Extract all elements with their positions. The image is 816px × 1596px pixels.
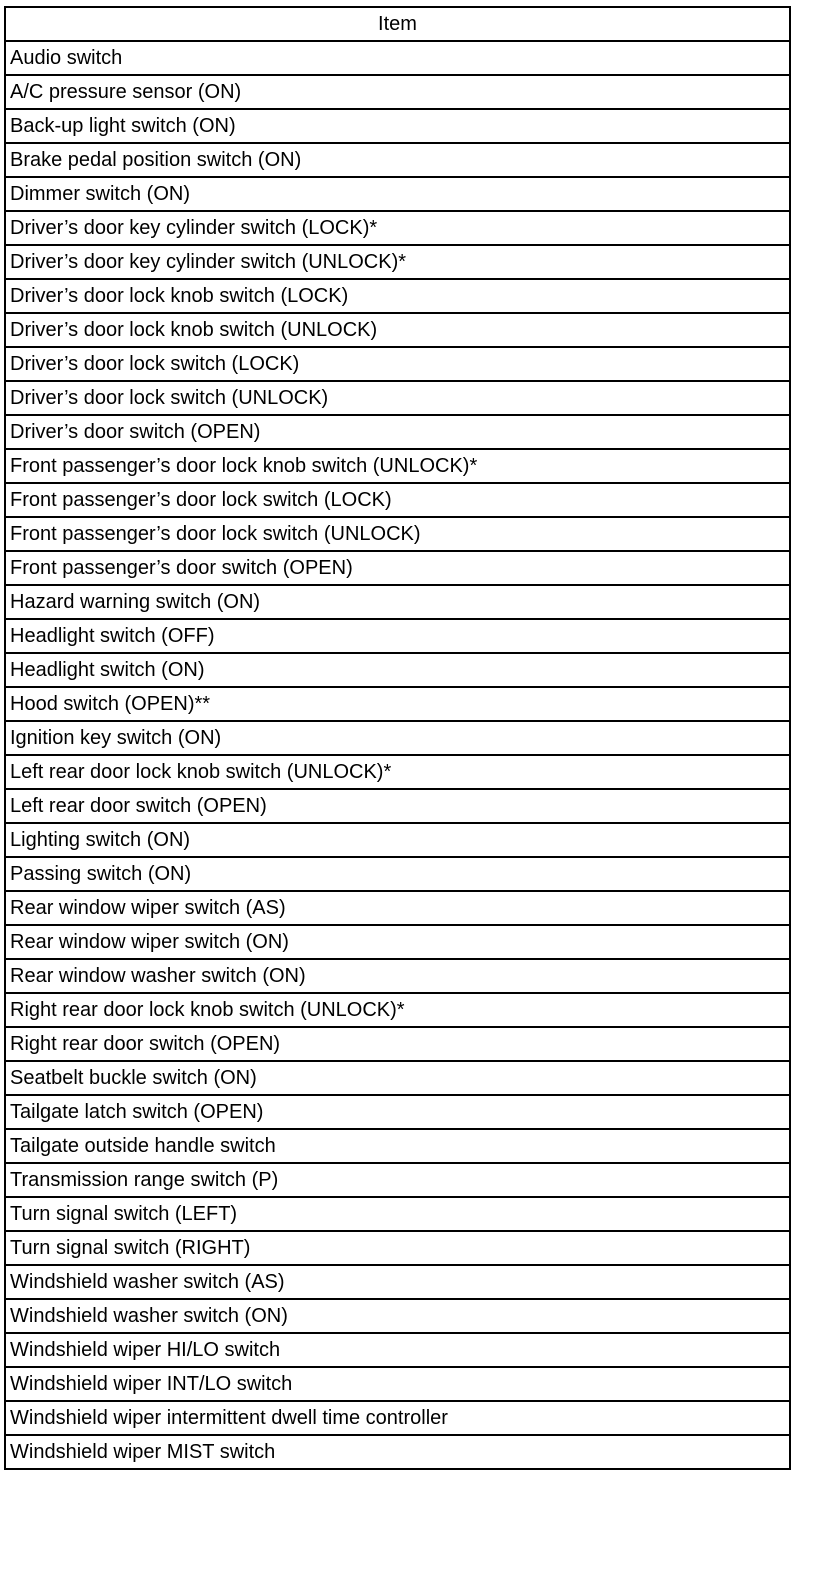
table-row <box>5 347 790 381</box>
item-cell: Left rear door lock knob switch (UNLOCK)* <box>5 755 790 789</box>
item-cell: Hazard warning switch (ON) <box>5 585 790 619</box>
item-cell: Turn signal switch (RIGHT) <box>5 1231 790 1265</box>
table-row <box>5 1197 790 1231</box>
item-cell: Windshield wiper INT/LO switch <box>5 1367 790 1401</box>
table-row <box>5 653 790 687</box>
item-cell: Dimmer switch (ON) <box>5 177 790 211</box>
table-row <box>5 1333 790 1367</box>
item-cell: Windshield wiper HI/LO switch <box>5 1333 790 1367</box>
item-cell: Front passenger’s door lock switch (UNLOCK) <box>5 517 790 551</box>
table-row <box>5 1129 790 1163</box>
item-cell: Tailgate outside handle switch <box>5 1129 790 1163</box>
item-cell: Transmission range switch (P) <box>5 1163 790 1197</box>
table-row <box>5 245 790 279</box>
item-cell: Right rear door switch (OPEN) <box>5 1027 790 1061</box>
item-cell: Driver’s door lock knob switch (LOCK) <box>5 279 790 313</box>
table-row <box>5 619 790 653</box>
item-cell: Front passenger’s door lock knob switch (UNLOCK)* <box>5 449 790 483</box>
table-row <box>5 789 790 823</box>
table-row <box>5 75 790 109</box>
table-row <box>5 41 790 75</box>
items-table <box>4 6 791 1470</box>
item-cell: Brake pedal position switch (ON) <box>5 143 790 177</box>
item-cell: Windshield washer switch (AS) <box>5 1265 790 1299</box>
table-row <box>5 959 790 993</box>
table-row <box>5 1163 790 1197</box>
item-cell: Rear window washer switch (ON) <box>5 959 790 993</box>
item-cell: Driver’s door lock knob switch (UNLOCK) <box>5 313 790 347</box>
table-row <box>5 857 790 891</box>
table-row <box>5 483 790 517</box>
item-cell: Passing switch (ON) <box>5 857 790 891</box>
item-cell: Windshield washer switch (ON) <box>5 1299 790 1333</box>
table-row <box>5 1367 790 1401</box>
table-header-row <box>5 7 790 41</box>
table-row <box>5 415 790 449</box>
table-row <box>5 449 790 483</box>
table-row <box>5 381 790 415</box>
item-cell: Windshield wiper MIST switch <box>5 1435 790 1469</box>
table-row <box>5 755 790 789</box>
item-cell: Turn signal switch (LEFT) <box>5 1197 790 1231</box>
item-cell: Driver’s door switch (OPEN) <box>5 415 790 449</box>
table-row <box>5 1401 790 1435</box>
table-row <box>5 143 790 177</box>
table-row <box>5 891 790 925</box>
item-cell: Back-up light switch (ON) <box>5 109 790 143</box>
table-row <box>5 925 790 959</box>
item-cell: Front passenger’s door switch (OPEN) <box>5 551 790 585</box>
item-cell: Audio switch <box>5 41 790 75</box>
table-row <box>5 551 790 585</box>
table-row <box>5 177 790 211</box>
item-cell: Left rear door switch (OPEN) <box>5 789 790 823</box>
table-row <box>5 721 790 755</box>
item-cell: Ignition key switch (ON) <box>5 721 790 755</box>
item-cell: Driver’s door key cylinder switch (LOCK)* <box>5 211 790 245</box>
table-row <box>5 993 790 1027</box>
table-row <box>5 1095 790 1129</box>
item-cell: Windshield wiper intermittent dwell time controller <box>5 1401 790 1435</box>
table-row <box>5 1435 790 1469</box>
item-cell: Headlight switch (OFF) <box>5 619 790 653</box>
items-table-body <box>5 41 790 1469</box>
table-row <box>5 517 790 551</box>
item-cell: A/C pressure sensor (ON) <box>5 75 790 109</box>
table-row <box>5 313 790 347</box>
table-row <box>5 279 790 313</box>
item-cell: Headlight switch (ON) <box>5 653 790 687</box>
table-row <box>5 1265 790 1299</box>
item-cell: Rear window wiper switch (ON) <box>5 925 790 959</box>
item-cell: Seatbelt buckle switch (ON) <box>5 1061 790 1095</box>
table-row <box>5 687 790 721</box>
item-cell: Driver’s door key cylinder switch (UNLOCK)* <box>5 245 790 279</box>
item-cell: Rear window wiper switch (AS) <box>5 891 790 925</box>
table-row <box>5 1231 790 1265</box>
item-cell: Front passenger’s door lock switch (LOCK) <box>5 483 790 517</box>
table-row <box>5 211 790 245</box>
table-row <box>5 1061 790 1095</box>
item-cell: Driver’s door lock switch (LOCK) <box>5 347 790 381</box>
table-row <box>5 585 790 619</box>
item-cell: Tailgate latch switch (OPEN) <box>5 1095 790 1129</box>
table-row <box>5 109 790 143</box>
table-row <box>5 1299 790 1333</box>
item-cell: Hood switch (OPEN)** <box>5 687 790 721</box>
item-cell: Driver’s door lock switch (UNLOCK) <box>5 381 790 415</box>
column-header-item: Item <box>5 7 790 41</box>
table-row <box>5 1027 790 1061</box>
table-row <box>5 823 790 857</box>
item-cell: Lighting switch (ON) <box>5 823 790 857</box>
item-cell: Right rear door lock knob switch (UNLOCK)* <box>5 993 790 1027</box>
